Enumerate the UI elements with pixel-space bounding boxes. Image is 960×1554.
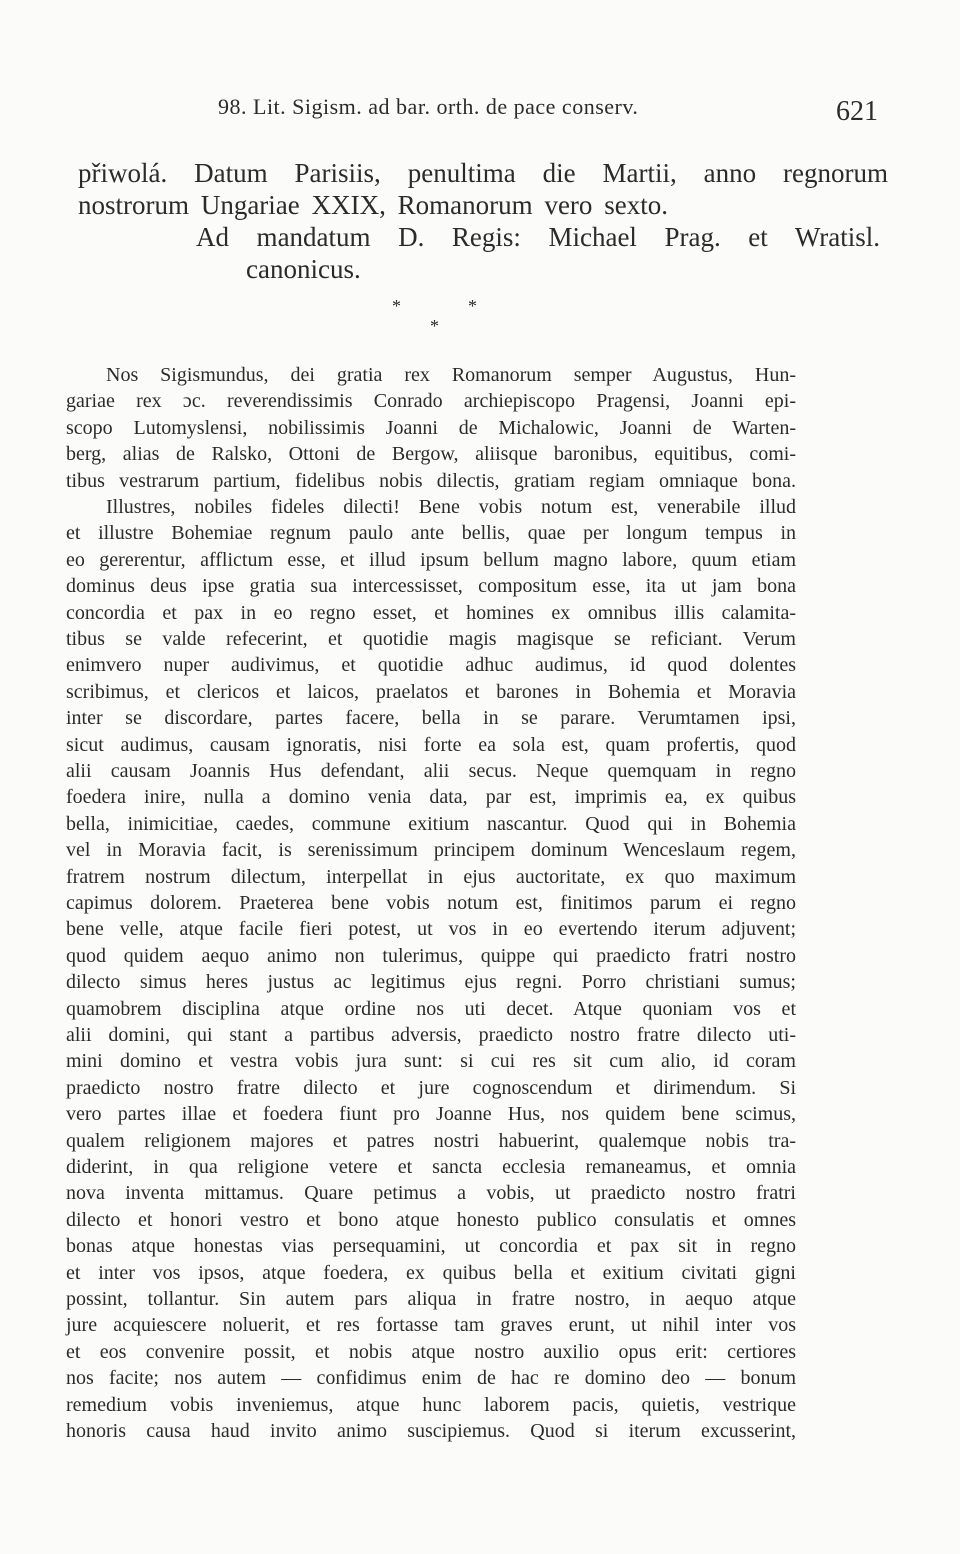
text-line: remedium vobis inveniemus, atque hunc laborem pacis, quietis, vestrique [66, 1394, 796, 1416]
text-line: honoris causa haud invito animo suscipiemus. Quod si iterum excusserint, [66, 1420, 796, 1442]
text-line: et eos convenire possit, et nobis atque nostro auxilio opus erit: certiores [66, 1341, 796, 1363]
text-line: scribimus, et clericos et laicos, praelatos et barones in Bohemia et Moravia [66, 681, 796, 703]
closing-line-1: přiwolá. Datum Parisiis, penultima die Martii, anno regnorum [78, 158, 888, 188]
text-line: concordia et pax in eo regno esset, et homines ex omnibus illis calamita- [66, 602, 796, 624]
text-line: praedicto nostro fratre dilecto et jure cognoscendum et dirimendum. Si [66, 1077, 796, 1099]
text-line: dilecto et honori vestro et bono atque honesto publico consulatis et omnes [66, 1209, 796, 1231]
text-line: tibus se valde refecerint, et quotidie magis magisque se reficiant. Verum [66, 628, 796, 650]
text-line: eo gererentur, afflictum esse, et illud ipsum bellum magno labore, quum etiam [66, 549, 796, 571]
text-line: nova inventa mittamus. Quare petimus a vobis, ut praedicto nostro fratri [66, 1182, 796, 1204]
section-separator [360, 296, 520, 336]
text-line: bella, inimicitiae, caedes, commune exitium nascantur. Quod qui in Bohemia [66, 813, 796, 835]
text-line: capimus dolorem. Praeterea bene vobis notum est, finitimos parum ei regno [66, 892, 796, 914]
text-line: scopo Lutomyslensi, nobilissimis Joanni de Michalowic, Joanni de Warten- [66, 417, 796, 439]
text-line: et inter vos ipsos, atque foedera, ex quibus bella et exitium civitati gigni [66, 1262, 796, 1284]
text-line: gariae rex ɔc. reverendissimis Conrado archiepiscopo Pragensi, Joanni epi- [66, 390, 796, 412]
closing-line-4: canonicus. [246, 254, 361, 284]
separator-star: * [392, 296, 401, 316]
running-title: 98. Lit. Sigism. ad bar. orth. de pace conserv. [218, 94, 639, 119]
text-line: bene velle, atque facile fieri potest, ut vos in eo evertendo iterum adjuvent; [66, 918, 796, 940]
text-line: diderint, in qua religione vetere et sancta ecclesia remaneamus, et omnia [66, 1156, 796, 1178]
text-line: Nos Sigismundus, dei gratia rex Romanorum semper Augustus, Hun- [106, 364, 796, 386]
text-line: inter se discordare, partes facere, bella in se parare. Verumtamen ipsi, [66, 707, 796, 729]
text-line: alii causam Joannis Hus defendant, alii secus. Neque quemquam in regno [66, 760, 796, 782]
text-line: quod quidem aequo animo non tulerimus, quippe qui praedicto fratri nostro [66, 945, 796, 967]
closing-line-2: nostrorum Ungariae XXIX, Romanorum vero sexto. [78, 190, 668, 220]
text-line: foedera inire, nulla a domino venia data, par est, imprimis ea, ex quibus [66, 786, 796, 808]
text-line: nos facite; nos autem — confidimus enim de hac re domino deo — bonum [66, 1367, 796, 1389]
text-line: qualem religionem majores et patres nostri habuerint, qualemque nobis tra- [66, 1130, 796, 1152]
text-line: possint, tollantur. Sin autem pars aliqua in fratre nostro, in aequo atque [66, 1288, 796, 1310]
text-line: berg, alias de Ralsko, Ottoni de Bergow, aliisque baronibus, equitibus, comi- [66, 443, 796, 465]
text-line: tibus vestrarum partium, fidelibus nobis dilectis, gratiam regiam omniaque bona. [66, 470, 796, 492]
text-line: mini domino et vestra vobis jura sunt: si cui res sit cum alio, id coram [66, 1050, 796, 1072]
text-line: Illustres, nobiles fideles dilecti! Bene vobis notum est, venerabile illud [106, 496, 796, 518]
closing-line-3: Ad mandatum D. Regis: Michael Prag. et Wratisl. [196, 222, 880, 252]
page-number: 621 [836, 96, 878, 127]
separator-star: * [430, 316, 439, 336]
separator-star: * [468, 296, 477, 316]
text-line: vel in Moravia facit, is serenissimum principem dominum Wenceslaum regem, [66, 839, 796, 861]
text-line: dominus deus ipse gratia sua intercessisset, compositum esse, ita ut jam bona [66, 575, 796, 597]
text-line: fratrem nostrum dilectum, interpellat in ejus auctoritate, ex quo maximum [66, 866, 796, 888]
text-line: bonas atque honestas vias persequamini, ut concordia et pax sit in regno [66, 1235, 796, 1257]
text-line: jure acquiescere noluerit, et res fortasse tam graves erunt, ut nihil inter vos [66, 1314, 796, 1336]
text-line: sicut audimus, causam ignoratis, nisi forte ea sola est, quam profertis, quod [66, 734, 796, 756]
text-line: alii domini, qui stant a partibus adversis, praedicto nostro fratre dilecto uti- [66, 1024, 796, 1046]
text-line: dilecto simus heres justus ac legitimus ejus regni. Porro christiani sumus; [66, 971, 796, 993]
text-line: et illustre Bohemiae regnum paulo ante bellis, quae per longum tempus in [66, 522, 796, 544]
text-line: vero partes illae et foedera fiunt pro Joanne Hus, nos quidem bene scimus, [66, 1103, 796, 1125]
text-line: enimvero nuper audivimus, et quotidie adhuc audimus, id quod dolentes [66, 654, 796, 676]
text-line: quamobrem disciplina atque ordine nos uti decet. Atque quoniam vos et [66, 998, 796, 1020]
